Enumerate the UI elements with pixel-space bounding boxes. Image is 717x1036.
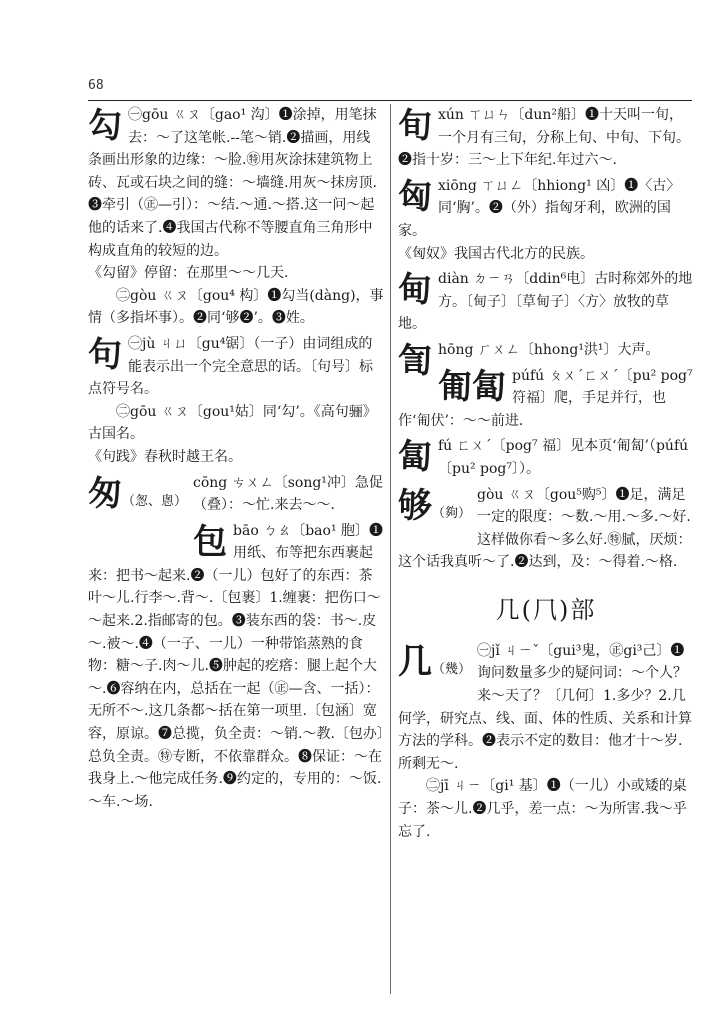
entry-gou: [88, 104, 384, 262]
definition-text: cōng ㄘㄨㄥ〔song¹冲〕急促（叠）：～忙.来去～～.: [193, 474, 383, 514]
variant-forms: （夠）: [432, 505, 472, 521]
headword: 包: [193, 521, 228, 562]
entry-dian: [398, 268, 694, 336]
entry-ji: [398, 640, 694, 776]
definition-text: bāo ㄅㄠ〔bao¹ 胞〕❶用纸、布等把东西裹起来：把书～起来.❷（一儿）包好了的东西：茶叶～儿.行李～.背～.〔包裹〕1.缠裹：把伤口～～起来.2.指邮寄的包。❸装东西的袋：书～.皮～.被～.❹（一子、一儿）一种带馅蒸熟的食物：糖～子.肉～儿.❺肿起的疙瘩：腿上起个大～.❻容纳在内，总括在一起（㊣—含、一括）：无所不～.这几条都～括在第一项里.〔包涵〕宽容，原谅。❼总揽，负全责：～销.～教.〔包办〕总负全责。㊕专断，不依靠群众。❽保证：～在我身上.～他完成任务.❾约定的，专用的：～饭.～车.～场.: [88, 522, 384, 810]
headword: 甸: [398, 270, 432, 311]
entry-ju: [88, 333, 384, 401]
entry-ji-second-reading: [398, 775, 694, 843]
definition-text: ㊁jī ㄐㄧ〔gi¹ 基〕❶（一儿）小或矮的桌子：茶～儿.❷几乎，差一点：～为所害.我～乎忘了.: [398, 778, 687, 840]
compound-text: 《勾留》停留：在那里～～几天.: [88, 265, 289, 282]
headword: 訇: [398, 340, 432, 381]
entry-xiong-nu: [398, 243, 694, 266]
right-column: [398, 104, 694, 843]
entry-ju-second-reading: [88, 401, 384, 446]
header-rule: [88, 100, 692, 101]
definition-text: fú ㄈㄨˊ〔pog⁷ 福〕见本页‘匍匐’（púfú〔pu² pog⁷〕）。: [438, 438, 689, 477]
page-number: 68: [88, 78, 104, 93]
definition-text: ㊁gōu ㄍㄡ〔gou¹姑〕同‘勾’。《高句骊》古国名。: [88, 403, 377, 443]
radical-section-heading: 几(⺇)部: [495, 595, 597, 624]
entry-gou-second-reading: [88, 285, 384, 330]
definition-text: ㊀gōu ㄍㄡ〔gao¹ 沟〕❶涂掉，用笔抹去：～了这笔帐.--笔～销.❷描画，用线条画出形象的边缘：～脸.㊕用灰涂抹建筑物上砖、瓦或石块之间的缝：～墙缝.用灰～抹房顶.❸牵引（㊣—引）：～结.～通.～搭.这一问～起他的话来了.❹我国古代称不等腰直角三角形中构成直角的较短的边。: [88, 107, 377, 259]
headword: 匍匐: [438, 366, 506, 407]
left-column: [88, 104, 384, 813]
headword: 几（幾）: [398, 641, 472, 682]
entry-gou-compound: [88, 262, 384, 285]
definition-text: púfú ㄆㄨˊㄈㄨˊ〔pu² pog⁷ 符福〕爬，手足并行，也作‘匍伏’：～～前进.: [398, 367, 693, 429]
definition-text: ㊀jǐ ㄐㄧˇ〔gui³鬼，㊣gi³己〕❶询问数量多少的疑问词：～个人？来～天了？〔几何〕1.多少？2.几何学，研究点、线、面、体的性质、关系和计算方法的学科。❷表示不定的数目：他才十～岁.所剩无～.: [398, 642, 692, 772]
entry-gou-jian: [88, 446, 384, 469]
definition-text: xiōng ㄒㄩㄥ〔hhiong¹ 凶〕❶〈古〉同‘胸’。❷（外）指匈牙利，欧洲的国家。: [398, 177, 681, 239]
headword: 句: [88, 334, 122, 375]
entry-hong: [398, 339, 694, 381]
compound-text: 《句践》春秋时越王名。: [88, 448, 242, 465]
definition-text: xún ㄒㄩㄣ〔dun²船〕❶十天叫一旬，一个月有三旬，分称上旬、中旬、下旬。❷指十岁：三～上下年纪.年过六～.: [398, 107, 690, 169]
entry-fu: [398, 435, 694, 480]
entry-pufu: [398, 365, 694, 433]
headword: 匐: [398, 437, 432, 478]
headword: 够（夠）: [398, 485, 472, 526]
column-divider: [390, 104, 391, 994]
definition-text: gòu ㄍㄡ〔gou⁵购⁵〕❶足，满足一定的限度：～数.～用.～多.～好.这样做你看～多么好.㊕腻，厌烦：这个话我真听～了.❷达到，及：～得着.～格.: [398, 486, 692, 571]
definition-text: ㊀jù ㄐㄩ〔gu⁴锯〕（一子）由词组成的能表示出一个完全意思的话。〔句号〕标点符号名。: [88, 335, 373, 398]
headword: 勾: [88, 106, 122, 146]
definition-text: ㊁gòu ㄍㄡ〔gou⁴ 构〕❶勾当(dàng)，事情（多指坏事）。❷同‘够❷’。❸姓。: [88, 287, 384, 327]
entry-cong: [88, 472, 384, 517]
entry-bao: [88, 520, 384, 814]
headword: 匆（怱、悤）: [88, 473, 188, 514]
compound-text: 《匈奴》我国古代北方的民族。: [398, 245, 594, 262]
definition-text: hōng ㄏㄨㄥ〔hhong¹洪¹〕大声。: [438, 341, 660, 358]
variant-forms: （怱、悤）: [122, 493, 188, 509]
headword: 匈: [398, 176, 432, 217]
entry-xiong: [398, 175, 694, 243]
entry-gou-enough: [398, 484, 694, 574]
variant-forms: （幾）: [432, 661, 472, 677]
headword: 旬: [398, 106, 432, 146]
definition-text: diàn ㄉㄧㄢ〔ddin⁶电〕古时称郊外的地方。〔甸子〕〔草甸子〕〈方〉放牧的草地。: [398, 271, 693, 333]
entry-xun: [398, 104, 694, 172]
